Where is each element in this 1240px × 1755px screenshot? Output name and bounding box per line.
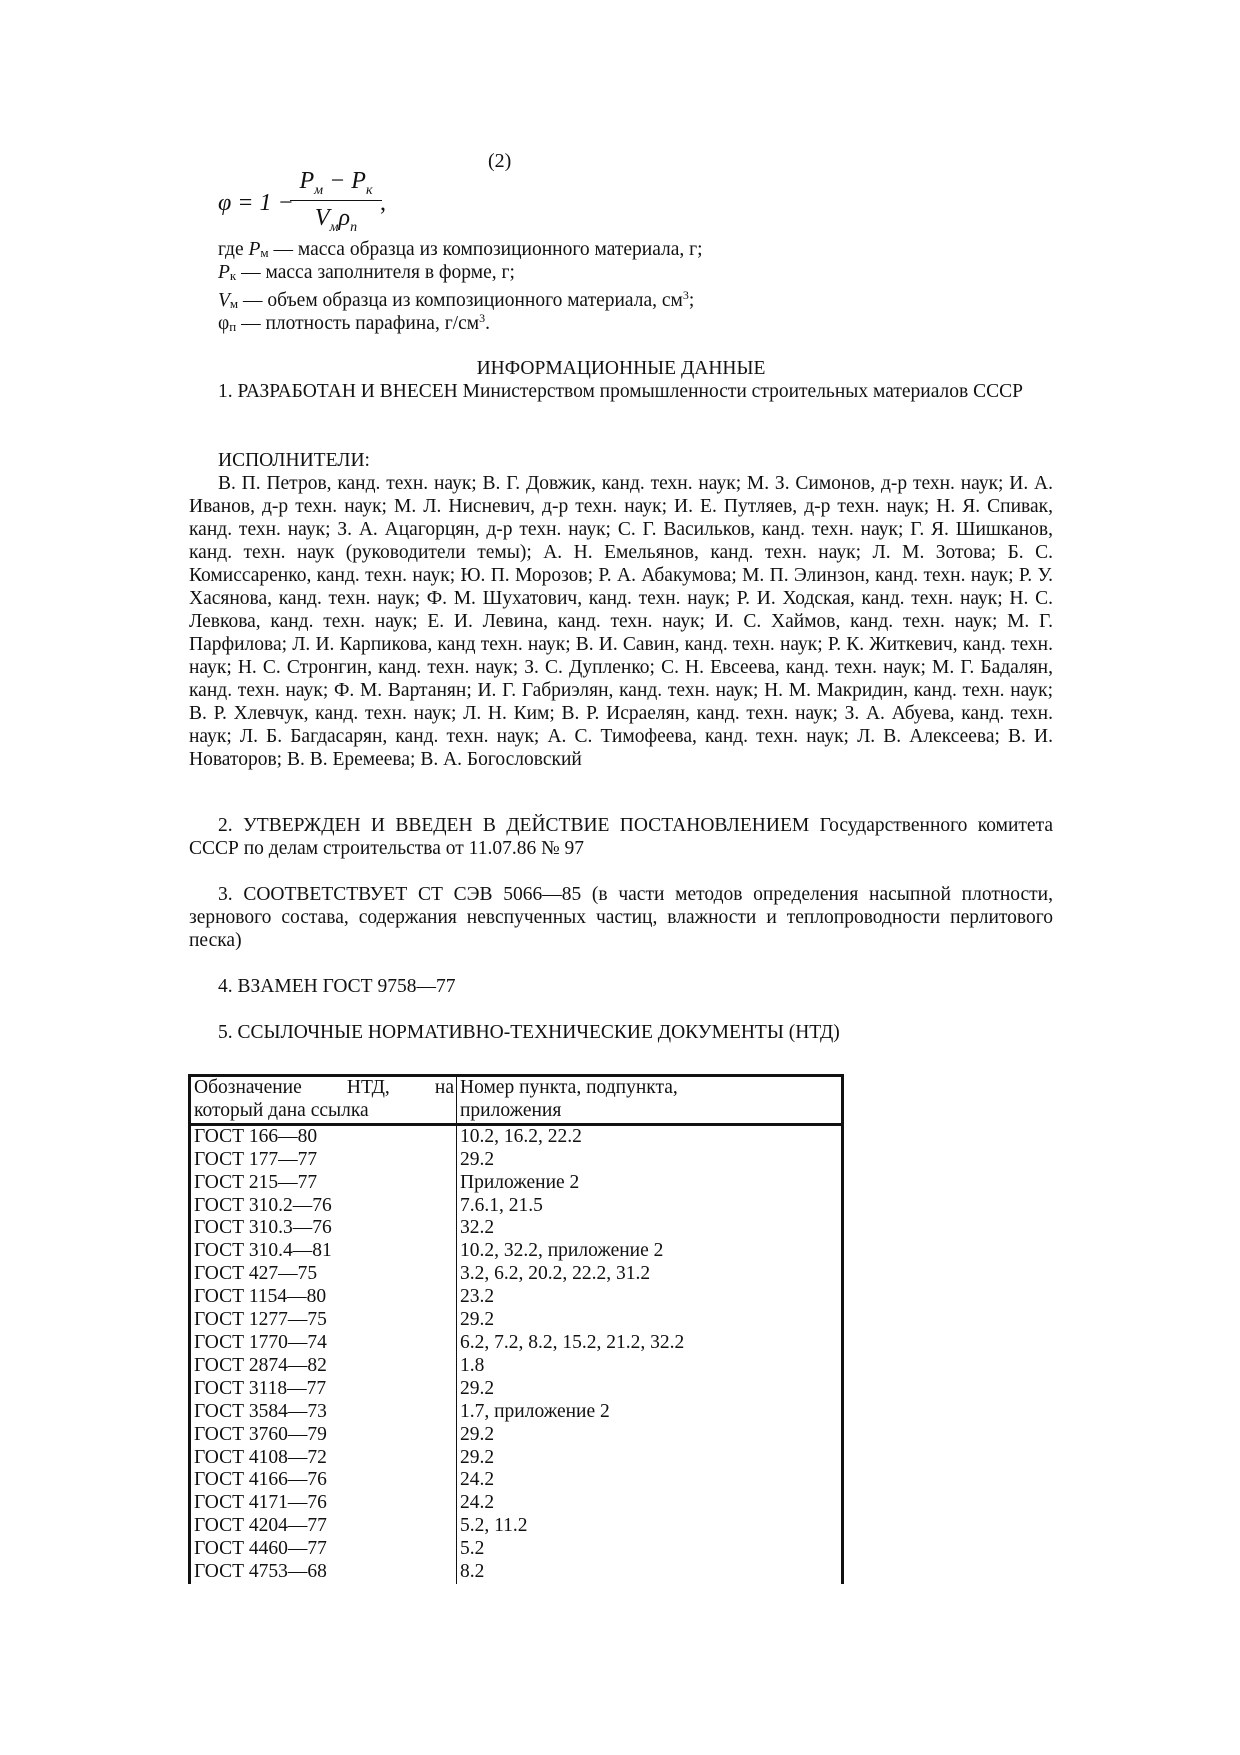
table-cell-designation: ГОСТ 3118—77 <box>190 1378 457 1401</box>
table-cell-clause: 23.2 <box>460 1286 495 1308</box>
table-row <box>190 1401 843 1424</box>
table-header-designation: Обозначение НТД, на который дана ссылка <box>190 1076 457 1125</box>
table-row <box>190 1124 843 1148</box>
table-header-clause: Номер пункта, подпункта, приложения <box>457 1076 843 1125</box>
table-cell-clause: 24.2 <box>460 1469 495 1491</box>
table-cell-clause: 10.2, 32.2, приложение 2 <box>460 1240 664 1262</box>
table-cell-clause: 5.2, 11.2 <box>460 1515 528 1537</box>
table-row <box>190 1263 843 1286</box>
table-row <box>190 1286 843 1309</box>
info-item-3: 3. СООТВЕТСТВУЕТ СТ СЭВ 5066—85 (в части методов определения насыпной плотности, зернового состава, содержания невспученных частиц, влажности и теплопроводности перлитового песка) <box>189 884 1053 951</box>
table-cell-designation: ГОСТ 4171—76 <box>190 1492 457 1515</box>
table-cell-designation: ГОСТ 1277—75 <box>190 1309 457 1332</box>
table-cell-clause: 24.2 <box>460 1492 495 1514</box>
table-cell-designation: ГОСТ 166—80 <box>190 1124 457 1148</box>
table-cell-clause: 29.2 <box>460 1446 495 1468</box>
table-row <box>190 1447 843 1470</box>
table-cell-designation: ГОСТ 1770—74 <box>190 1332 457 1355</box>
table-cell-designation: ГОСТ 310.3—76 <box>190 1217 457 1240</box>
table-row <box>190 1195 843 1218</box>
table-cell-designation: ГОСТ 3760—79 <box>190 1424 457 1447</box>
table-cell-clause: 29.2 <box>460 1309 495 1331</box>
table-row <box>190 1561 843 1584</box>
table-cell-clause: 29.2 <box>460 1148 495 1170</box>
table-row <box>190 1469 843 1492</box>
table-cell-clause: 6.2, 7.2, 8.2, 15.2, 21.2, 32.2 <box>460 1331 685 1353</box>
table-cell-clause: 5.2 <box>460 1538 485 1560</box>
table-cell-clause: 29.2 <box>460 1423 495 1445</box>
table-row <box>190 1538 843 1561</box>
table-row <box>190 1492 843 1515</box>
table-row <box>190 1240 843 1263</box>
table-cell-designation: ГОСТ 427—75 <box>190 1263 457 1286</box>
table-row <box>190 1332 843 1355</box>
info-item-1: 1. РАЗРАБОТАН И ВНЕСЕН Министерством промышленности строительных материалов СССР <box>218 381 1023 402</box>
table-cell-designation: ГОСТ 4753—68 <box>190 1561 457 1584</box>
formula-comma: , <box>380 190 386 216</box>
performers-label: ИСПОЛНИТЕЛИ: <box>218 450 370 471</box>
table-cell-designation: ГОСТ 4108—72 <box>190 1447 457 1470</box>
table-row <box>190 1378 843 1401</box>
formula-legend <box>218 238 1038 334</box>
table-cell-designation: ГОСТ 215—77 <box>190 1172 457 1195</box>
formula-fraction <box>290 168 382 236</box>
table-cell-designation: ГОСТ 1154—80 <box>190 1286 457 1309</box>
table-cell-clause: 1.7, приложение 2 <box>460 1400 610 1422</box>
table-cell-clause: 8.2 <box>460 1561 485 1583</box>
table-row <box>190 1172 843 1195</box>
table-cell-clause: Приложение 2 <box>460 1171 580 1193</box>
info-item-4: 4. ВЗАМЕН ГОСТ 9758—77 <box>218 976 456 997</box>
table-cell-clause: 29.2 <box>460 1377 495 1399</box>
table-cell-designation: ГОСТ 2874—82 <box>190 1355 457 1378</box>
table-row <box>190 1515 843 1538</box>
table-row <box>190 1149 843 1172</box>
table-row <box>190 1217 843 1240</box>
fraction-bar <box>290 200 382 201</box>
table-cell-designation: ГОСТ 4460—77 <box>190 1538 457 1561</box>
table-cell-clause: 10.2, 16.2, 22.2 <box>460 1125 582 1147</box>
table-body <box>190 1124 843 1584</box>
formula-numerator: $P_м - P_к$ <box>299 168 373 198</box>
info-item-2: 2. УТВЕРЖДЕН И ВВЕДЕН В ДЕЙСТВИЕ ПОСТАНОВЛЕНИЕМ Государственного комитета СССР по делам строительства от 11.07.86 № 97 <box>189 815 1053 859</box>
formula-lhs: φ = 1 − <box>218 190 294 216</box>
performers-list: В. П. Петров, канд. техн. наук; В. Г. Довжик, канд. техн. наук; М. З. Симонов, д-р техн. наук; И. А. Иванов, д-р техн. наук; М. Л. Нисневич, д-р техн. наук; И. Е. Путляев, д-р техн. наук; Н. Я. Спивак, канд. техн. наук; З. А. Ацагорцян, д-р техн. наук; С. Г. Васильков, канд. техн. наук; Г. Я. Шишканов, канд. техн. наук (руководители темы); А. Н. Емельянов, канд. техн. наук; Л. М. Зотова; Б. С. Комиссаренко, канд. техн. наук; Ю. П. Морозов; Р. А. Абакумова; М. П. Элинзон, канд. техн. наук; Р. У. Хасянова, канд. техн. наук; Ф. М. Шухатович, канд. техн. наук; Р. И. Ходская, канд. техн. наук; Н. С. Левкова, канд. техн. наук; Е. И. Левина, канд. техн. наук; И. С. Хаймов, канд. техн. наук; М. Г. Парфилова; Л. И. Карпикова, канд техн. наук; В. И. Савин, канд. техн. наук; Р. К. Житкевич, канд. техн. наук; Н. С. Стронгин, канд. техн. наук; З. С. Дупленко; С. Н. Евсеева, канд. техн. наук; М. Г. Бадалян, канд. техн. наук; Ф. М. Вартанян; И. Г. Габриэлян, канд. техн. наук; Н. М. Макридин, канд. техн. наук; В. Р. Хлевчук, канд. техн. наук; Л. Н. Ким; В. Р. Исраелян, канд. техн. наук; З. А. Абуева, канд. техн. наук; Л. Б. Багдасарян, канд. техн. наук; А. С. Тимофеева, канд. техн. наук; Л. В. Алексеева; В. И. Новаторов; В. В. Еремеева; В. А. Богословский <box>189 473 1053 770</box>
info-item-5: 5. ССЫЛОЧНЫЕ НОРМАТИВНО-ТЕХНИЧЕСКИЕ ДОКУМЕНТЫ (НТД) <box>218 1022 840 1043</box>
legend-line: Vм — объем образца из композиционного материала, $см^3$; <box>218 288 695 311</box>
formula-denominator: $V_м\rho_п$ <box>314 205 358 235</box>
table-row <box>190 1355 843 1378</box>
table-cell-designation: ГОСТ 310.4—81 <box>190 1240 457 1263</box>
formula-number: (2) <box>488 150 512 172</box>
table-cell-clause: 7.6.1, 21.5 <box>460 1194 543 1216</box>
table-row <box>190 1424 843 1447</box>
table-cell-designation: ГОСТ 4166—76 <box>190 1469 457 1492</box>
table-cell-designation: ГОСТ 177—77 <box>190 1149 457 1172</box>
info-heading: ИНФОРМАЦИОННЫЕ ДАННЫЕ <box>476 358 766 379</box>
legend-line: где Pм — масса образца из композиционного материала, г; <box>218 239 703 260</box>
legend-line: Pк — масса заполнителя в форме, г; <box>218 262 515 283</box>
references-table <box>188 1074 844 1584</box>
table-header-row <box>190 1076 843 1125</box>
table-cell-designation: ГОСТ 310.2—76 <box>190 1195 457 1218</box>
table-cell-clause: 1.8 <box>460 1354 485 1376</box>
table-cell-clause: 32.2 <box>460 1217 495 1239</box>
table-cell-clause: 3.2, 6.2, 20.2, 22.2, 31.2 <box>460 1263 651 1285</box>
table-row <box>190 1309 843 1332</box>
legend-line: φп — плотность парафина, $г/см^3$. <box>218 311 490 334</box>
table-cell-designation: ГОСТ 4204—77 <box>190 1515 457 1538</box>
table-cell-designation: ГОСТ 3584—73 <box>190 1401 457 1424</box>
